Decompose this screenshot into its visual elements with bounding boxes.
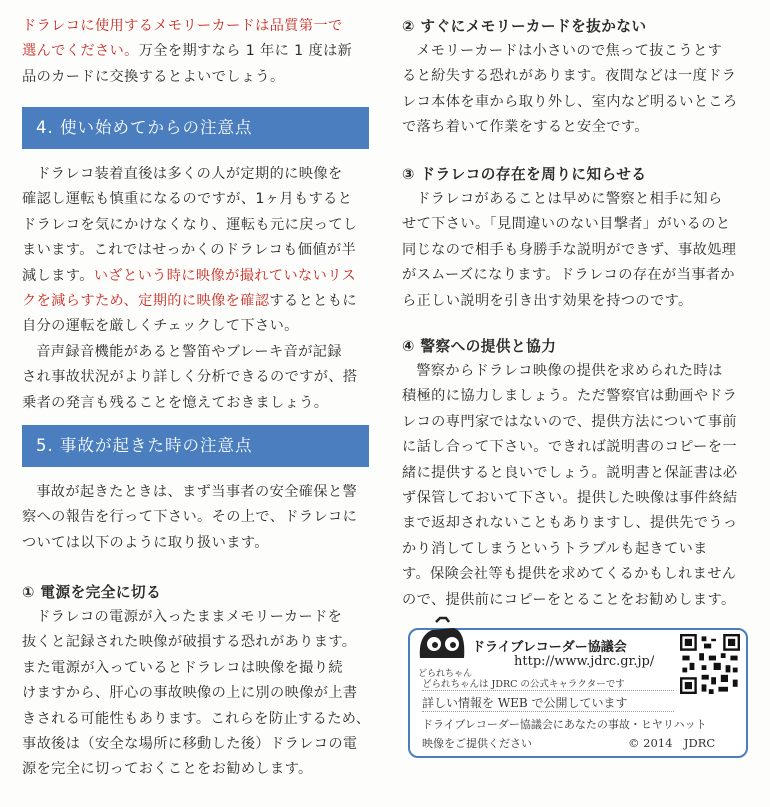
sub-2-line-1: メモリーカードは小さいので焦って抜こうとす [416, 43, 723, 59]
intro-red-line-1: ドラレコに使用するメモリーカードは品質第一で [22, 18, 343, 34]
sub-4-line-5: 緒に提供すると良いでしょう。説明書と保証書は必 [402, 464, 738, 481]
intro-rest-first: 万全を期すなら 1 年に 1 度は新 [138, 43, 353, 60]
s5-p1-line-2: 察への報告を行って下さい。その上で、ドラレコに [22, 509, 358, 526]
s5-p1-line-1: 事故が起きたときは、まず当事者の安全確保と警 [36, 484, 358, 500]
qr-code-icon[interactable] [680, 634, 740, 694]
intro-red-line-2: 選んでください。 [22, 43, 139, 60]
sub-2-line-3: レコ本体を車から取り外し、室内など明るいところ [402, 93, 738, 110]
intro-paragraph [22, 14, 372, 90]
section-4-body [22, 162, 372, 416]
divider-2 [422, 711, 674, 712]
jdrc-info-box [408, 628, 748, 758]
website-url[interactable]: http://www.jdrc.gr.jp/ [514, 654, 655, 669]
s4-p1-line-5a: 減します。 [22, 267, 94, 284]
intro-rest-second: 品のカードに交換するとよいでしょう。 [22, 68, 285, 85]
sub-4-line-2: 積極的に協力しましょう。ただ警察官は動画やドラ [402, 388, 738, 405]
mascot-icon [416, 616, 468, 666]
s4-p2-line-2: され事故状況がより詳しく分析できるのですが、搭 [22, 369, 358, 386]
s4-p2-line-3: 乗者の発言も残ることを憶えておきましょう。 [22, 394, 329, 411]
s4-p1-line-6a: クを減らすため、定期的に映像を確認 [22, 293, 270, 310]
sub-2-line-4: で落ち着いて作業をすると安全です。 [402, 119, 649, 136]
sub-1-line-4: けますから、肝心の事故映像の上に別の映像が上書 [22, 685, 358, 702]
sub-4-line-3: レコの専門家ではないので、提供方法について事前 [402, 413, 737, 430]
provide-line-2: 映像をご提供ください [422, 737, 532, 750]
sub-3-line-5: ら正しい説明を引き出す効果を持つのです。 [402, 292, 693, 309]
s4-p1-line-7: 自分の運転を厳しくチェックして下さい。 [22, 318, 299, 335]
s4-p1-line-1: ドラレコ装着直後は多くの人が定期的に映像を [36, 166, 343, 182]
s4-p2-line-1: 音声録音機能があると警笛やブレーキ音が記録 [36, 343, 342, 360]
section-5-body [22, 480, 372, 556]
s4-p1-line-6b: するとともに [269, 293, 357, 310]
sub-3-line-1: ドラレコがあることは早めに警察と相手に知ら [416, 191, 723, 207]
s4-p1-line-5b: いざという時に映像が撮れていないリス [93, 267, 357, 284]
s4-p1-line-3: ドラレコを気にかけなくなり、運転も元に戻ってし [22, 216, 358, 233]
sub-4-line-9: す。保険会社等も提供を求めてくるかもしれません [402, 566, 737, 583]
sub-1-line-7: 源を完全に切っておくことをお勧めします。 [22, 761, 313, 778]
sub-2 [402, 14, 752, 141]
sub-1-line-3: また電源が入っているとドラレコは映像を撮り続 [22, 659, 343, 676]
sub-2-title: ② すぐにメモリーカードを抜かない [402, 18, 647, 35]
sub-4 [402, 334, 752, 613]
sub-1-line-1: ドラレコの電源が入ったままメモリーカードを [36, 609, 343, 625]
divider-1 [422, 690, 674, 691]
sub-4-line-4: に話し合って下さい。できれば説明書のコピーを一 [402, 439, 737, 456]
mascot-note: どられちゃんは JDRC の公式キャラクターです [422, 679, 625, 690]
sub-3-line-3: 同じなので相手も身勝手な説明ができず、事故処理 [402, 241, 737, 258]
sub-4-line-6: ず保管しておいて下さい。提供した映像は事件終結 [402, 490, 738, 507]
council-name: ドライブレコーダー協議会 [472, 640, 627, 655]
sub-4-line-7: まで返却されないこともありますし、提供先でうっ [402, 515, 738, 532]
sub-4-line-10: ので、提供前にコピーをとることをお勧めします。 [402, 591, 736, 608]
section-4-heading: 4. 使い始めてからの注意点 [22, 107, 369, 149]
provide-line-1: ドライブレコーダー協議会にあなたの事故・ヒヤリハット [422, 718, 707, 731]
sub-3-title: ③ ドラレコの存在を周りに知らせる [402, 166, 647, 183]
sub-4-line-8: かり消してしまうというトラブルも起きていま [402, 540, 708, 557]
sub-3-line-2: せて下さい。「見間違いのない目撃者」がいるのと [402, 216, 731, 233]
s4-p1-line-2: 確認し運転も慎重になるのですが、1ヶ月もすると [22, 191, 353, 208]
sub-3-line-4: がスムーズになります。ドラレコの存在が当事者か [402, 267, 735, 284]
copyright: © 2014 JDRC [628, 736, 716, 750]
sub-3 [402, 162, 752, 314]
sub-2-line-2: ると紛失する恐れがあります。夜間などは一度ドラ [402, 68, 737, 85]
sub-1-line-2: 抜くと記録された映像が破損する恐れがあります。 [22, 634, 357, 651]
s5-p1-line-3: ついては以下のように取り扱います。 [22, 534, 269, 551]
sub-1-title: ① 電源を完全に切る [22, 584, 162, 601]
sub-4-line-1: 警察からドラレコ映像の提供を求められた時は [416, 363, 723, 379]
sub-1-line-5: きされる可能性もあります。これらを防止するため、 [22, 710, 371, 727]
mascot-name: どられちゃん [418, 669, 473, 679]
sub-4-title: ④ 警察への提供と協力 [402, 338, 557, 355]
web-note: 詳しい情報を WEB で公開しています [422, 696, 628, 710]
section-5-heading: 5. 事故が起きた時の注意点 [22, 425, 369, 467]
sub-1-line-6: 事故後は（安全な場所に移動した後）ドラレコの電 [22, 736, 358, 753]
sub-1 [22, 580, 372, 783]
s4-p1-line-4: まいます。これではせっかくのドラレコも価値が半 [22, 242, 357, 259]
